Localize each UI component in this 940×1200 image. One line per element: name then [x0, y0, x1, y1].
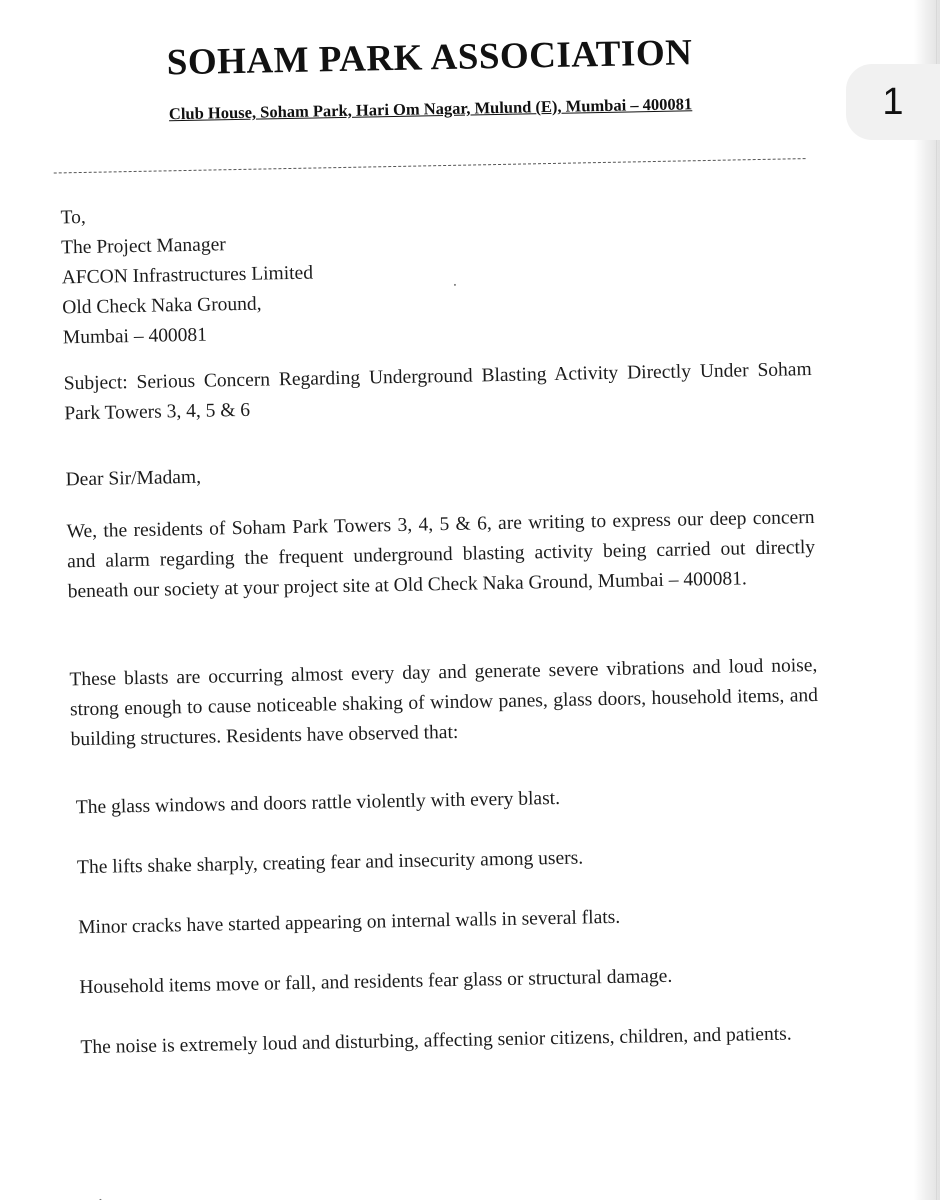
letterhead-address: Club House, Soham Park, Hari Om Nagar, Mulund (E), Mumbai – 400081: [168, 94, 693, 124]
observation-item: The noise is extremely loud and disturbing, affecting senior citizens, children, and patients.: [80, 1023, 792, 1059]
recipient-company: AFCON Infrastructures Limited: [61, 262, 314, 289]
page-number-badge: 1: [846, 64, 940, 140]
observation-item: The glass windows and doors rattle violently with every blast.: [75, 787, 561, 819]
observation-item: The lifts shake sharply, creating fear and insecurity among users.: [76, 847, 584, 879]
recipient-to: To,: [60, 206, 86, 229]
paragraph-observations-intro: These blasts are occurring almost every day and generate severe vibrations and loud noise, strong enough to cause noticeable shaking of window panes, glass doors, household items, and building structures. Residents have observed that:: [69, 654, 819, 751]
letterhead-title: SOHAM PARK ASSOCIATION: [166, 32, 693, 84]
paragraph-concern: We, the residents of Soham Park Towers 3, 4, 5 & 6, are writing to express our deep concern and alarm regarding the frequent underground blasting activity being carried out directly beneath our society at your project site at Old Check Naka Ground, Mumbai – 400081.: [66, 506, 816, 603]
observation-item: Minor cracks have started appearing on internal walls in several flats.: [78, 906, 621, 939]
scan-speck: [454, 284, 456, 286]
recipient-city: Mumbai – 400081: [62, 324, 208, 349]
letter-greeting: Dear Sir/Madam,: [65, 466, 202, 491]
recipient-title: The Project Manager: [60, 234, 226, 259]
recipient-address-line: Old Check Naka Ground,: [62, 293, 262, 319]
letterhead-divider: [54, 158, 806, 173]
letter-subject: Subject: Serious Concern Regarding Underground Blasting Activity Directly Under Soham Park Towers 3, 4, 5 & 6: [63, 359, 812, 425]
observation-item: Household items move or fall, and residents fear glass or structural damage.: [79, 965, 673, 999]
